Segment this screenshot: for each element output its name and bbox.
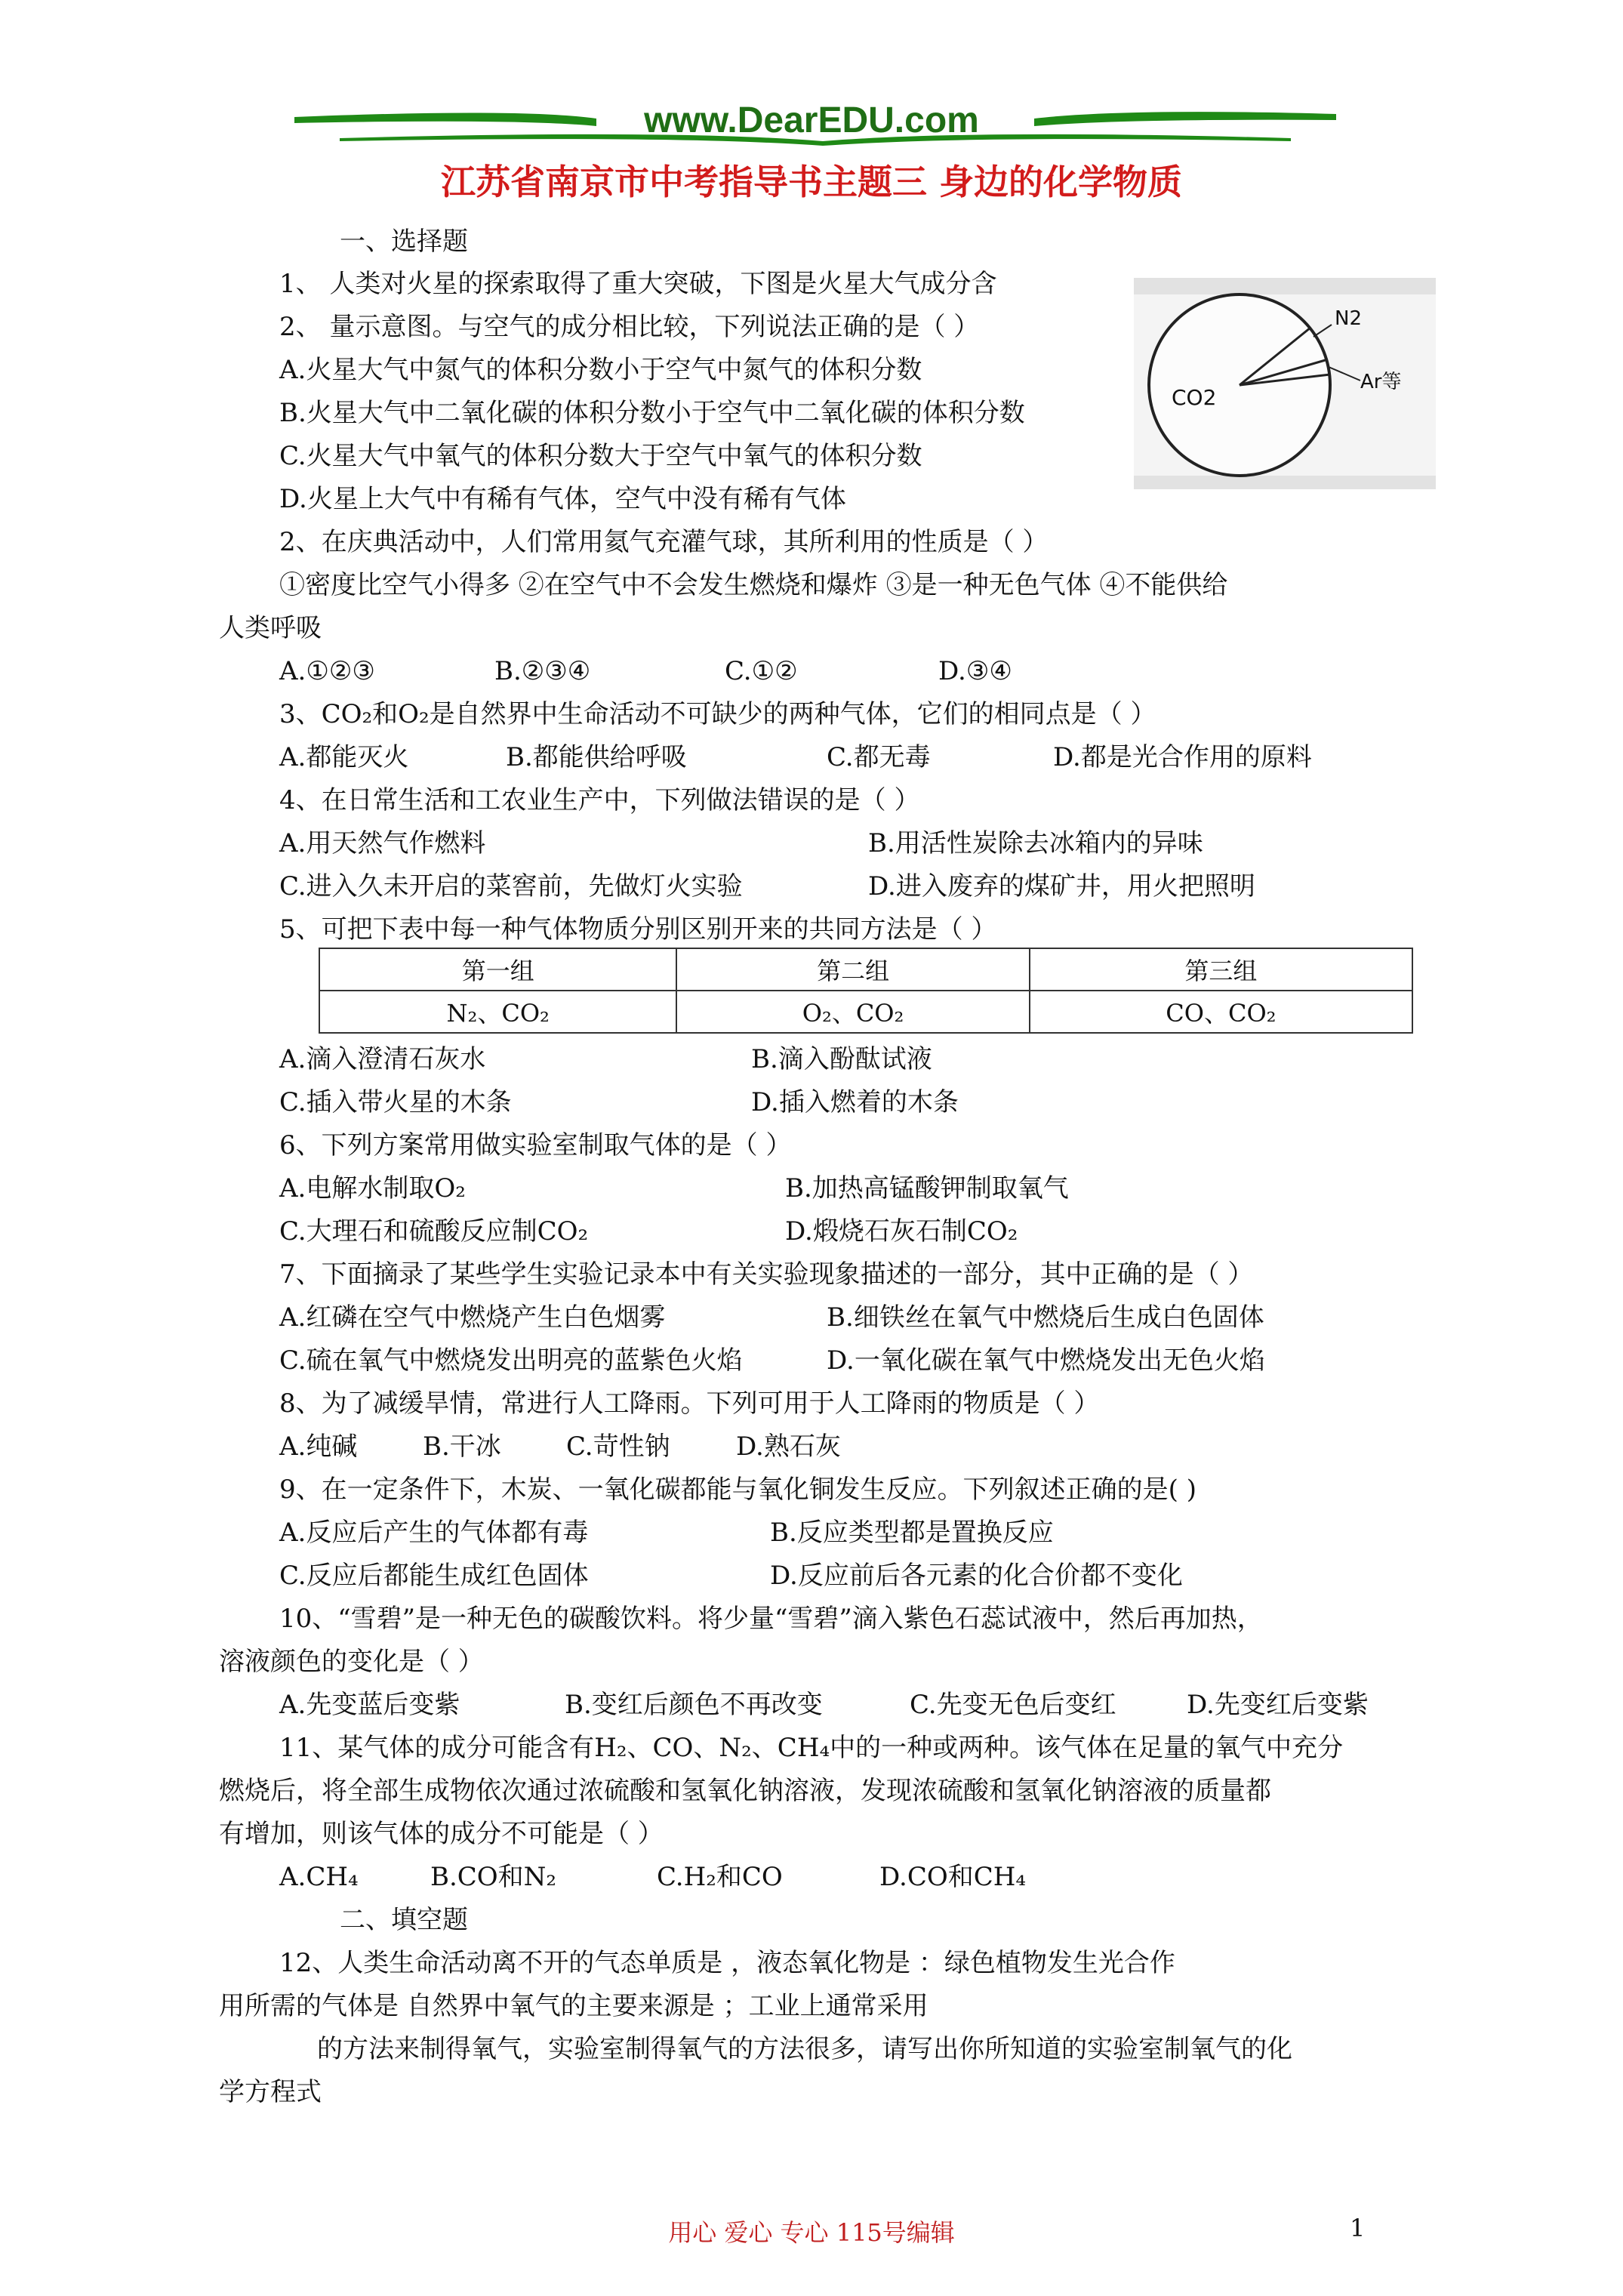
mars-label-ar: Ar等 bbox=[1360, 371, 1402, 393]
q3-option-a: A.都能灭火 bbox=[279, 742, 409, 772]
q1-option-a: A.火星大气中氮气的体积分数小于空气中氮气的体积分数 bbox=[279, 355, 922, 385]
table-header-cell: 第一组 bbox=[319, 948, 676, 991]
q9-stem: 9、在一定条件下，木炭、一氧化碳都能与氧化铜发生反应。下列叙述正确的是( ) bbox=[279, 1475, 1196, 1505]
q11-option-a: A.CH₄ bbox=[279, 1862, 359, 1892]
q1-stem-line1: 1、 人类对火星的探索取得了重大突破，下图是火星大气成分含 bbox=[279, 269, 997, 299]
mars-label-co2: CO2 bbox=[1172, 385, 1217, 410]
q6-option-d: D.煅烧石灰石制CO₂ bbox=[785, 1216, 1018, 1247]
q6-stem: 6、下列方案常用做实验室制取气体的是（ ） bbox=[279, 1130, 792, 1160]
q11-stem-line1: 11、某气体的成分可能含有H₂、CO、N₂、CH₄中的一种或两种。该气体在足量的氧气中充分 bbox=[279, 1733, 1344, 1763]
q5-option-d: D.插入燃着的木条 bbox=[751, 1087, 959, 1117]
q8-stem: 8、为了减缓旱情，常进行人工降雨。下列可用于人工降雨的物质是（ ） bbox=[279, 1388, 1100, 1419]
q2-option-c: C.①② bbox=[725, 656, 798, 686]
q8-option-c: C.苛性钠 bbox=[566, 1432, 670, 1462]
q8-option-d: D.熟石灰 bbox=[736, 1432, 841, 1462]
q5-option-b: B.滴入酚酞试液 bbox=[751, 1044, 932, 1074]
q4-stem: 4、在日常生活和工农业生产中，下列做法错误的是（ ） bbox=[279, 785, 920, 815]
q7-stem: 7、下面摘录了某些学生实验记录本中有关实验现象描述的一部分，其中正确的是（ ） bbox=[279, 1259, 1254, 1290]
q2-statements-cont: 人类呼吸 bbox=[219, 613, 322, 643]
q11-option-b: B.CO和N₂ bbox=[430, 1862, 557, 1892]
q12-line1: 12、人类生命活动离不开的气态单质是 ，液态氧化物是 ：绿色植物发生光合作 bbox=[279, 1948, 1175, 1978]
q6-option-a: A.电解水制取O₂ bbox=[279, 1173, 466, 1203]
q11-option-d: D.CO和CH₄ bbox=[879, 1862, 1027, 1892]
table-cell: O₂、CO₂ bbox=[676, 991, 1029, 1033]
q5-option-c: C.插入带火星的木条 bbox=[279, 1087, 512, 1117]
q9-option-d: D.反应前后各元素的化合价都不变化 bbox=[770, 1561, 1183, 1591]
q1-option-d: D.火星上大气中有稀有气体，空气中没有稀有气体 bbox=[279, 484, 846, 514]
q4-option-d: D.进入废弃的煤矿井，用火把照明 bbox=[868, 871, 1255, 901]
q5-gas-table bbox=[319, 948, 1413, 1034]
page-number: 1 bbox=[1350, 2214, 1366, 2242]
q7-option-d: D.一氧化碳在氧气中燃烧发出无色火焰 bbox=[827, 1345, 1265, 1376]
q10-stem-line2: 溶液颜色的变化是（ ） bbox=[219, 1647, 484, 1677]
q10-option-b: B.变红后颜色不再改变 bbox=[565, 1690, 823, 1720]
q10-stem-line1: 10、“雪碧”是一种无色的碳酸饮料。将少量“雪碧”滴入紫色石蕊试液中，然后再加热， bbox=[279, 1604, 1263, 1634]
q2-statements: ①密度比空气小得多 ②在空气中不会发生燃烧和爆炸 ③是一种无色气体 ④不能供给 bbox=[279, 570, 1228, 600]
q2-option-d: D.③④ bbox=[938, 656, 1012, 686]
mars-label-n2: N2 bbox=[1335, 307, 1362, 330]
q10-option-d: D.先变红后变紫 bbox=[1187, 1690, 1369, 1720]
q2-option-a: A.①②③ bbox=[279, 656, 375, 686]
q11-stem-line3: 有增加，则该气体的成分不可能是（ ） bbox=[219, 1819, 664, 1849]
q2-stem: 2、在庆典活动中，人们常用氦气充灌气球，其所利用的性质是（ ） bbox=[279, 527, 1049, 557]
q5-option-a: A.滴入澄清石灰水 bbox=[279, 1044, 486, 1074]
q4-option-a: A.用天然气作燃料 bbox=[279, 828, 486, 858]
q12-line3: 的方法来制得氧气，实验室制得氧气的方法很多，请写出你所知道的实验室制氧气的化 bbox=[317, 2034, 1292, 2064]
table-cell: N₂、CO₂ bbox=[319, 991, 676, 1033]
mars-atmosphere-pie-diagram bbox=[1134, 278, 1436, 489]
table-header-cell: 第三组 bbox=[1030, 948, 1412, 991]
document-title: 江苏省南京市中考指导书主题三 身边的化学物质 bbox=[440, 162, 1182, 202]
section-fill-heading: 二、填空题 bbox=[340, 1905, 468, 1935]
q10-option-a: A.先变蓝后变紫 bbox=[279, 1690, 460, 1720]
site-url[interactable]: www.DearEDU.com bbox=[644, 100, 979, 140]
q12-line4: 学方程式 bbox=[219, 2077, 322, 2107]
q2-option-b: B.②③④ bbox=[494, 656, 591, 686]
table-header-row bbox=[319, 948, 1412, 991]
q11-stem-line2: 燃烧后，将全部生成物依次通过浓硫酸和氢氧化钠溶液，发现浓硫酸和氢氧化钠溶液的质量都 bbox=[219, 1776, 1271, 1806]
q3-option-c: C.都无毒 bbox=[827, 742, 931, 772]
q3-stem: 3、CO₂和O₂是自然界中生命活动不可缺少的两种气体，它们的相同点是（ ） bbox=[279, 699, 1156, 729]
q10-option-c: C.先变无色后变红 bbox=[910, 1690, 1116, 1720]
q7-option-c: C.硫在氧气中燃烧发出明亮的蓝紫色火焰 bbox=[279, 1345, 743, 1376]
q9-option-a: A.反应后产生的气体都有毒 bbox=[279, 1518, 589, 1548]
q8-option-a: A.纯碱 bbox=[279, 1432, 358, 1462]
q12-line2: 用所需的气体是 自然界中氧气的主要来源是 ；工业上通常采用 bbox=[219, 1991, 929, 2021]
q8-option-b: B.干冰 bbox=[423, 1432, 501, 1462]
footer-note: 用心 爱心 专心 115号编辑 bbox=[668, 2218, 955, 2247]
q1-stem-line2: 2、 量示意图。与空气的成分相比较，下列说法正确的是（ ） bbox=[279, 312, 980, 342]
q4-option-c: C.进入久未开启的菜窖前，先做灯火实验 bbox=[279, 871, 743, 901]
q11-option-c: C.H₂和CO bbox=[657, 1862, 783, 1892]
q7-option-b: B.细铁丝在氧气中燃烧后生成白色固体 bbox=[827, 1302, 1264, 1333]
q6-option-b: B.加热高锰酸钾制取氧气 bbox=[785, 1173, 1069, 1203]
table-header-cell: 第二组 bbox=[676, 948, 1029, 991]
q6-option-c: C.大理石和硫酸反应制CO₂ bbox=[279, 1216, 589, 1247]
table-cell: CO、CO₂ bbox=[1030, 991, 1412, 1033]
q5-stem: 5、可把下表中每一种气体物质分别区别开来的共同方法是（ ） bbox=[279, 914, 997, 945]
q1-option-b: B.火星大气中二氧化碳的体积分数小于空气中二氧化碳的体积分数 bbox=[279, 398, 1025, 428]
q4-option-b: B.用活性炭除去冰箱内的异味 bbox=[868, 828, 1203, 858]
q1-option-c: C.火星大气中氧气的体积分数大于空气中氧气的体积分数 bbox=[279, 441, 922, 471]
q3-option-b: B.都能供给呼吸 bbox=[506, 742, 687, 772]
q9-option-c: C.反应后都能生成红色固体 bbox=[279, 1561, 589, 1591]
section-choice-heading: 一、选择题 bbox=[340, 227, 468, 257]
q9-option-b: B.反应类型都是置换反应 bbox=[770, 1518, 1054, 1548]
table-row bbox=[319, 991, 1412, 1033]
q7-option-a: A.红磷在空气中燃烧产生白色烟雾 bbox=[279, 1302, 666, 1333]
q3-option-d: D.都是光合作用的原料 bbox=[1053, 742, 1312, 772]
